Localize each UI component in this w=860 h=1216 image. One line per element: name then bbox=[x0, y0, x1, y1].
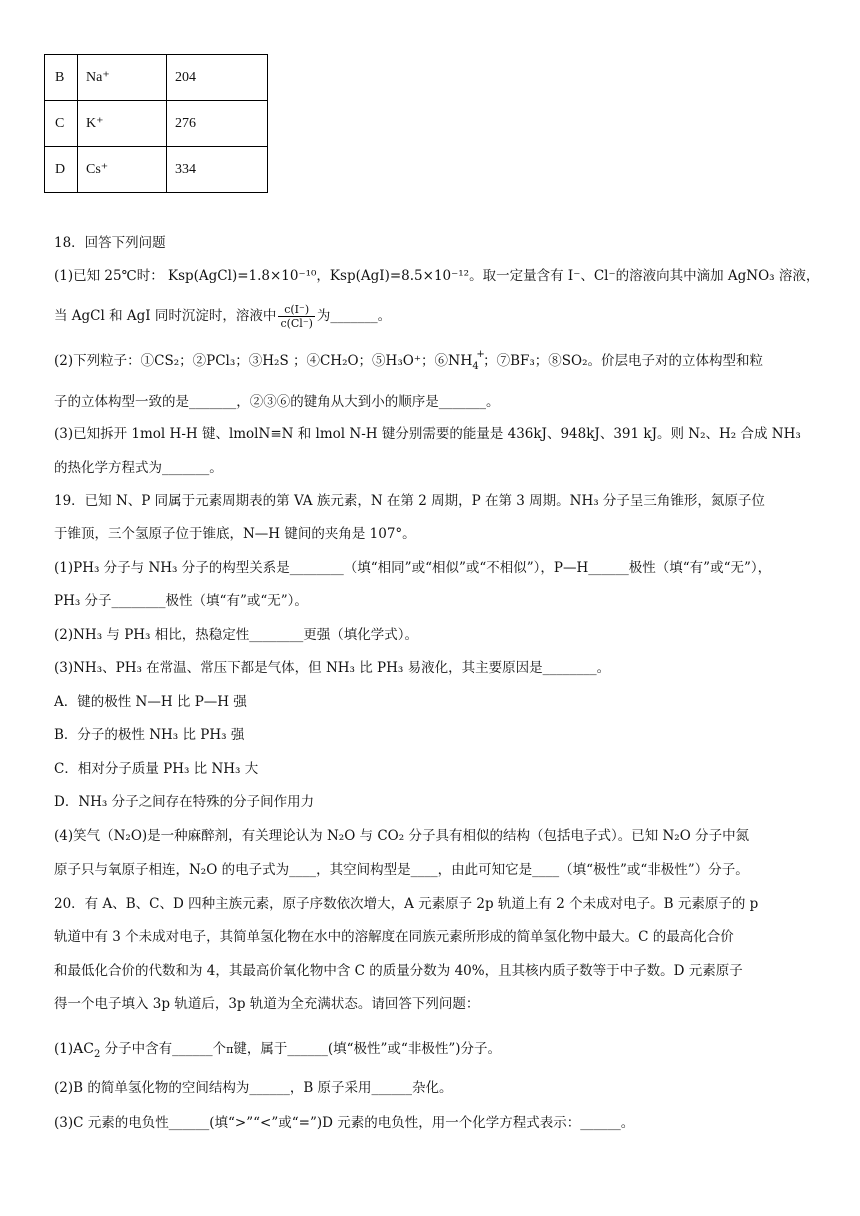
value-cell: 334 bbox=[167, 147, 268, 193]
q20-intro-line4: 得一个电子填入 3p 轨道后，3p 轨道为全充满状态。请回答下列问题： bbox=[54, 996, 480, 1012]
q19-intro-line1: 19．已知 N、P 同属于元素周期表的第 VA 族元素，N 在第 2 周期，P 在第 3 周期。NH₃ 分子呈三角锥形，氮原子位 bbox=[54, 493, 765, 509]
q18-part2-line1-pre: (2)下列粒子：①CS₂；②PCl₃；③H₂S ；④CH₂O；⑤H₃O⁺；⑥ bbox=[54, 353, 448, 369]
ammonium-subscript: 4 bbox=[472, 361, 479, 372]
ac2-formula bbox=[73, 1041, 101, 1060]
q18-part2-line1-post: ；⑦BF₃；⑧SO₂。价层电子对的立体构型和粒 bbox=[483, 353, 764, 369]
ac2-base: AC bbox=[73, 1041, 94, 1057]
q20-part1-pre: (1) bbox=[54, 1041, 74, 1057]
q18-part1-line1: (1)已知 25℃时： Ksp(AgCl)=1.8×10⁻¹⁰，Ksp(AgI)=8.5×10⁻¹²。取一定量含有 I⁻、Cl⁻的溶液向其中滴加 AgNO₃ 溶液， bbox=[54, 268, 820, 284]
q20-part1-post: 键，属于______(填“极性”或“非极性”)分子。 bbox=[233, 1041, 501, 1057]
q19-option-b: B．分子的极性 NH₃ 比 PH₃ 强 bbox=[54, 727, 245, 743]
q18-title: 18．回答下列问题 bbox=[54, 235, 166, 251]
q20-intro-line2: 轨道中有 3 个未成对电子，其简单氢化物在水中的溶解度在同族元素所形成的简单氢化物中最大。C 的最高化合价 bbox=[54, 929, 734, 945]
q19-intro-line2: 于锥顶，三个氢原子位于锥底，N—H 键间的夹角是 107°。 bbox=[54, 526, 416, 542]
pi-symbol: π bbox=[226, 1043, 234, 1056]
q19-option-d: D．NH₃ 分子之间存在特殊的分子间作用力 bbox=[54, 794, 315, 810]
q18-part2-line1 bbox=[54, 351, 820, 373]
ammonium-base: NH bbox=[447, 353, 473, 369]
table-row bbox=[45, 147, 268, 193]
option-letter-cell: D bbox=[45, 147, 78, 193]
concentration-ratio-fraction bbox=[278, 303, 314, 330]
q19-part2: (2)NH₃ 与 PH₃ 相比，热稳定性________更强（填化学式）。 bbox=[54, 627, 419, 643]
q18-part3-line2: 的热化学方程式为_______。 bbox=[54, 460, 223, 476]
q18-part1-line2 bbox=[54, 303, 820, 330]
ion-cell: K⁺ bbox=[78, 101, 167, 147]
fraction-denominator: c(Cl⁻) bbox=[280, 317, 313, 330]
q19-part4-line2: 原子只与氧原子相连，N₂O 的电子式为____，其空间构型是____，由此可知它是____（填“极性”或“非极性”）分子。 bbox=[54, 862, 749, 878]
q20-part3: (3)C 元素的电负性______(填“>”“<”或“=”)D 元素的电负性，用一个化学方程式表示：______。 bbox=[54, 1115, 635, 1131]
q20-part1 bbox=[54, 1039, 820, 1061]
q19-part1-line2: PH₃ 分子________极性（填“有”或“无”）。 bbox=[54, 593, 308, 609]
q20-intro-line1: 20．有 A、B、C、D 四种主族元素，原子序数依次增大，A 元素原子 2p 轨道上有 2 个未成对电子。B 元素原子的 p bbox=[54, 896, 759, 912]
ion-cell: Na⁺ bbox=[78, 55, 167, 101]
fraction-numerator: c(I⁻) bbox=[278, 303, 314, 317]
option-letter-cell: B bbox=[45, 55, 78, 101]
q19-option-c: C．相对分子质量 PH₃ 比 NH₃ 大 bbox=[54, 761, 259, 777]
q18-part1-line2-pre: 当 AgCl 和 AgI 同时沉淀时，溶液中 bbox=[54, 308, 277, 324]
q18-part2-line2: 子的立体构型一致的是_______，②③⑥的键角从大到小的顺序是_______。 bbox=[54, 394, 500, 410]
option-letter-cell: C bbox=[45, 101, 78, 147]
q19-part3: (3)NH₃、PH₃ 在常温、常压下都是气体，但 NH₃ 比 PH₃ 易液化，其主要原因是________。 bbox=[54, 660, 611, 676]
table-row bbox=[45, 55, 268, 101]
value-cell: 204 bbox=[167, 55, 268, 101]
q18-part1-line2-post: 为_______。 bbox=[316, 308, 392, 324]
q19-part4-line1: (4)笑气（N₂O)是一种麻醉剂，有关理论认为 N₂O 与 CO₂ 分子具有相似的结构（包括电子式）。已知 N₂O 分子中氮 bbox=[54, 828, 750, 844]
ion-radius-table-fragment bbox=[44, 54, 268, 193]
q19-part1-line1: (1)PH₃ 分子与 NH₃ 分子的构型关系是________（填“相同”或“相似”或“不相似”），P—H______极性（填“有”或“无”）， bbox=[54, 560, 772, 576]
ion-cell: Cs⁺ bbox=[78, 147, 167, 193]
ammonium-superscript: + bbox=[476, 349, 485, 360]
table-row bbox=[45, 101, 268, 147]
q19-option-a: A．键的极性 N—H 比 P—H 强 bbox=[54, 694, 247, 710]
q18-part3-line1: (3)已知拆开 1mol H-H 键、lmolN≡N 和 lmol N-H 键分别需要的能量是 436kJ、948kJ、391 kJ。则 N₂、H₂ 合成 NH₃ bbox=[54, 426, 801, 442]
q20-intro-line3: 和最低化合价的代数和为 4，其最高价氧化物中含 C 的质量分数为 40%，且其核内质子数等于中子数。D 元素原子 bbox=[54, 963, 743, 979]
value-cell: 276 bbox=[167, 101, 268, 147]
q20-part1-mid: 分子中含有______个 bbox=[104, 1041, 227, 1057]
ammonium-formula bbox=[447, 349, 485, 373]
ac2-subscript: 2 bbox=[93, 1049, 101, 1060]
q20-part2: (2)B 的简单氢化物的空间结构为______，B 原子采用______杂化。 bbox=[54, 1080, 453, 1096]
